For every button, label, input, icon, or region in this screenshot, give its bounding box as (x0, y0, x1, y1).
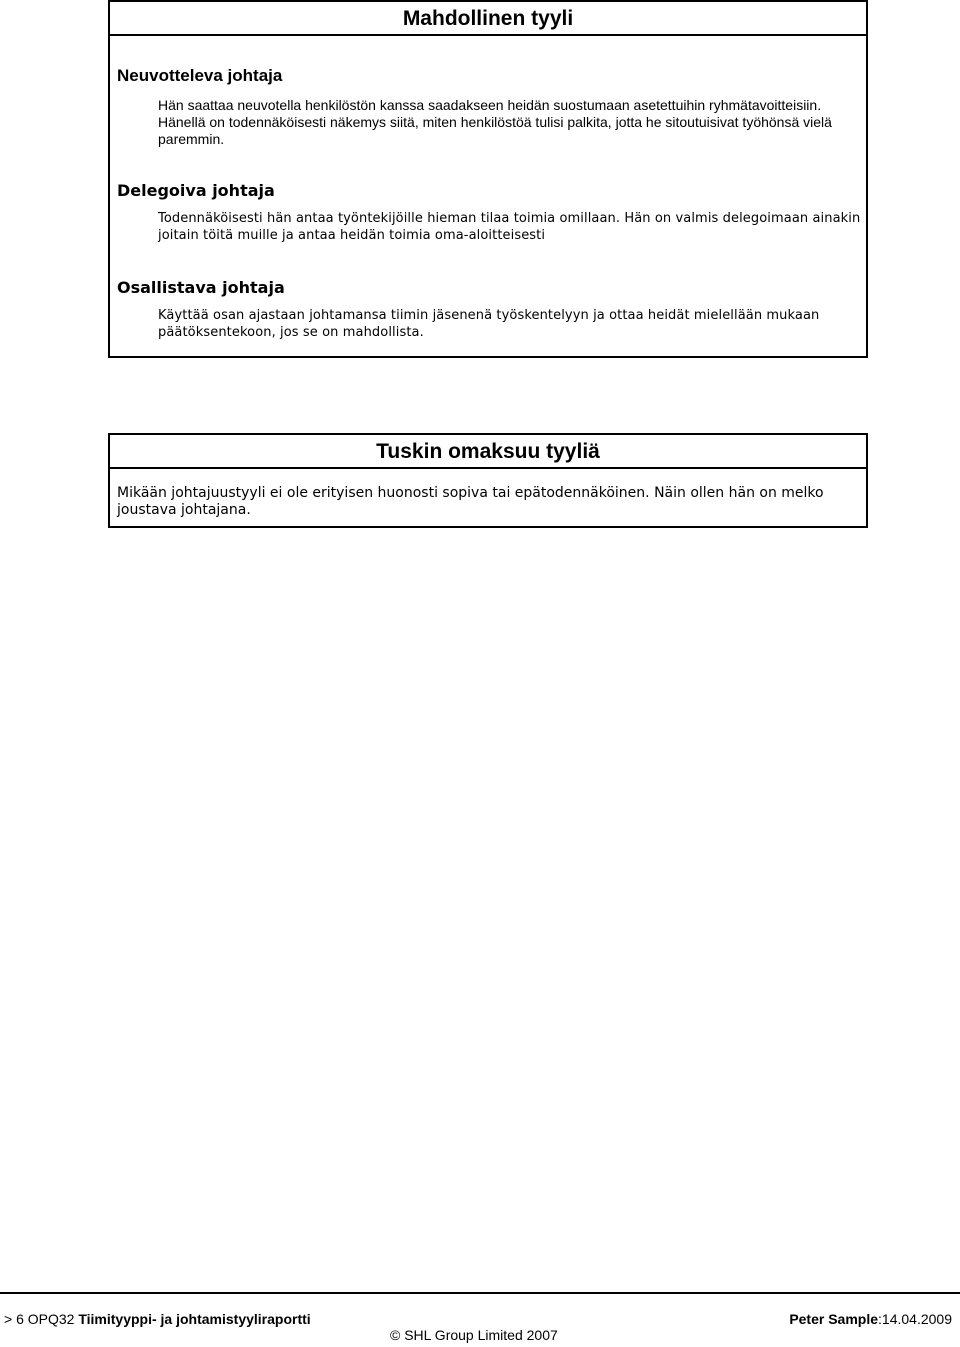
unlikely-style-text: Mikään johtajuustyyli ei ole erityisen huonosti sopiva tai epätodennäköinen. Näin ollen hän on melko joustava johtajana. (117, 485, 824, 518)
footer-divider (0, 1292, 960, 1294)
section-heading-negotiating: Neuvotteleva johtaja (117, 66, 283, 85)
unlikely-style-title: Tuskin omaksuu tyyliä (110, 435, 866, 469)
product-name: OPQ32 (27, 1311, 75, 1327)
footer-right (789, 1311, 952, 1327)
report-title: Tiimityyppi- ja johtamistyyliraportti (78, 1311, 311, 1327)
possible-style-title: Mahdollinen tyyli (110, 0, 866, 36)
section-heading-delegating: Delegoiva johtaja (117, 181, 275, 200)
copyright: © SHL Group Limited 2007 (390, 1327, 558, 1343)
possible-style-box (108, 0, 868, 358)
section-heading-participative: Osallistava johtaja (117, 278, 285, 297)
page-number: > 6 (4, 1311, 24, 1327)
section-text-negotiating: Hän saattaa neuvotella henkilöstön kanssa saadakseen heidän suostumaan asetettuihin ryhmätavoitteisiin. Hänellä on todennäköisesti näkemys siitä, miten henkilöstöä tulisi palkita, jotta he sitoutuisivat työhönsä vielä paremmin. (158, 97, 832, 147)
section-text-delegating: Todennäköisesti hän antaa työntekijöille hieman tilaa toimia omillaan. Hän on valmis delegoimaan ainakin joitain töitä muille ja antaa heidän toimia oma-aloitteisesti (158, 211, 861, 243)
unlikely-style-box (108, 433, 868, 528)
footer-left (4, 1311, 311, 1327)
candidate-name: Peter Sample (789, 1311, 879, 1327)
section-text-participative: Käyttää osan ajastaan johtamansa tiimin jäsenenä työskentelyyn ja ottaa heidät mielellään mukaan päätöksentekoon, jos se on mahdollista. (158, 308, 820, 340)
report-date: :14.04.2009 (878, 1311, 952, 1327)
